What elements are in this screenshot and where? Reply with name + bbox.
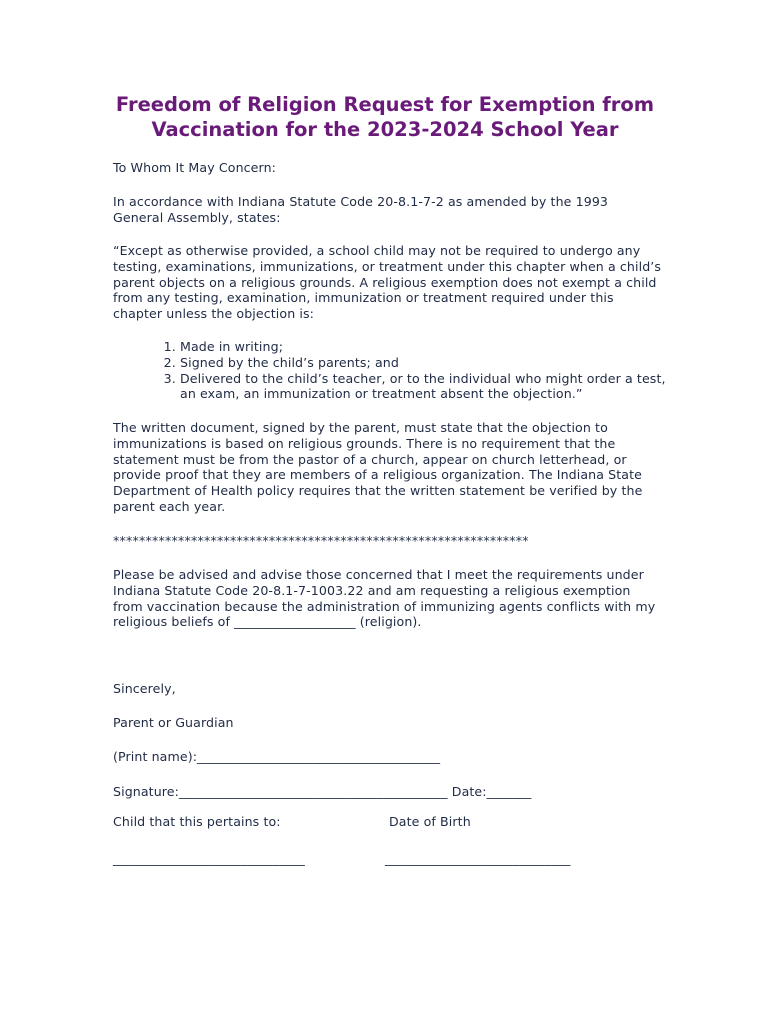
statute-intro-line-1: In accordance with Indiana Statute Code 20-8.1-7-2 as amended by the 1993 (113, 194, 609, 209)
paragraph-line: immunizations is based on religious grounds. There is no requirement that the (113, 435, 616, 451)
statute-quote (113, 243, 673, 322)
child-name-field[interactable]: ______________________________ (113, 851, 305, 866)
paragraph-line: parent each year. (113, 498, 226, 514)
parent-guardian-label: Parent or Guardian (113, 715, 234, 730)
exemption-request-paragraph (113, 567, 673, 630)
requirement-item: 1. Made in writing; (180, 339, 680, 355)
document-title (60, 92, 710, 142)
quote-line: from any testing, examination, immunization or treatment required under this (113, 290, 614, 306)
request-line: Please be advised and advise those concerned that I meet the requirements under (113, 567, 644, 582)
closing-sincerely: Sincerely, (113, 681, 176, 696)
paragraph-line: provide proof that they are members of a religious organization. The Indiana State (113, 467, 643, 483)
requirement-item: 2. Signed by the child’s parents; and (180, 355, 680, 371)
paragraph-line: The written document, signed by the parent, must state that the objection to (113, 420, 608, 435)
quote-line: chapter unless the objection is: (113, 306, 314, 322)
paragraph-line: Department of Health policy requires that the written statement be verified by the (113, 483, 643, 499)
title-line-1: Freedom of Religion Request for Exemption from (115, 93, 655, 116)
quote-line: parent objects on a religious grounds. A religious exemption does not exempt a child (113, 274, 657, 290)
written-document-paragraph (113, 420, 673, 515)
child-label: Child that this pertains to: (113, 814, 281, 829)
title-line-2: Vaccination for the 2023-2024 School Year (151, 118, 619, 141)
requirements-list (158, 339, 680, 402)
requirement-item: 3. Delivered to the child’s teacher, or to the individual who might order a test, an exam, an immunization or treatment absent the objection.” (180, 371, 680, 403)
request-line: Indiana Statute Code 20-8.1-7-1003.22 and am requesting a religious exemption (113, 582, 631, 598)
quote-line: testing, examinations, immunizations, or treatment under this chapter when a child’s (113, 258, 662, 274)
signature-date-field[interactable]: Signature:__________________________________________ Date:_______ (113, 784, 532, 799)
statute-intro (113, 194, 673, 226)
separator-line: **************************************************************** (113, 533, 529, 548)
religion-field-line[interactable]: religious beliefs of ___________________ (religion). (113, 614, 422, 630)
date-of-birth-field[interactable]: _____________________________ (385, 851, 571, 866)
paragraph-line: statement must be from the pastor of a church, appear on church letterhead, or (113, 451, 627, 467)
salutation: To Whom It May Concern: (113, 160, 276, 175)
quote-line: “Except as otherwise provided, a school child may not be required to undergo any (113, 243, 641, 258)
request-line: from vaccination because the administration of immunizing agents conflicts with my (113, 598, 656, 614)
print-name-field[interactable]: (Print name):______________________________________ (113, 749, 441, 764)
statute-intro-line-2: General Assembly, states: (113, 209, 281, 225)
date-of-birth-label: Date of Birth (389, 814, 471, 829)
